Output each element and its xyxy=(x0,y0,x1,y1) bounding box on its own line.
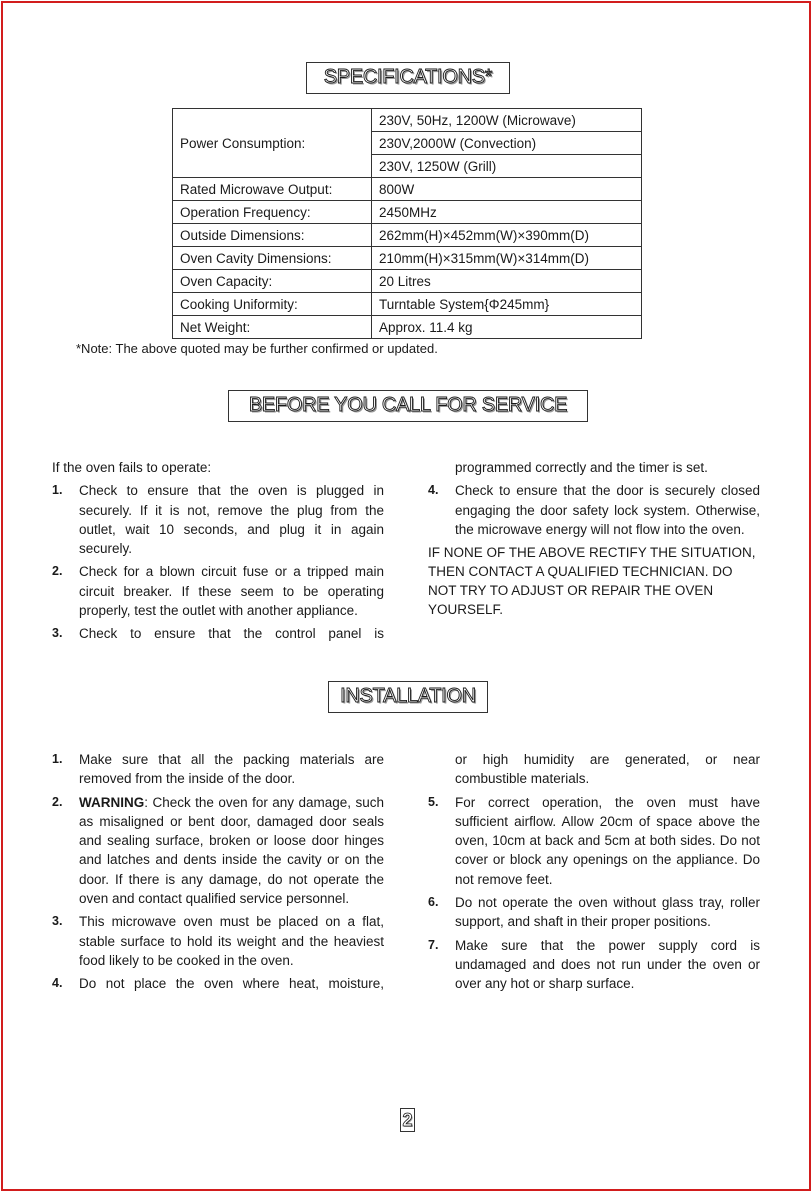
item-text: Check to ensure that the door is securely closed engaging the door safety lock system. Otherwise, the microwave energy will not flow into the oven. xyxy=(455,483,760,537)
list-item xyxy=(428,793,760,889)
table-row xyxy=(173,293,642,316)
table-row xyxy=(173,178,642,201)
list-item xyxy=(52,624,384,643)
power-value-convection: 230V,2000W (Convection) xyxy=(372,132,642,155)
item-number: 5. xyxy=(428,794,439,809)
list-item xyxy=(52,750,384,789)
item-text: Check for a blown circuit fuse or a tripped main circuit breaker. If these seem to be operating properly, test the outlet with another appliance. xyxy=(79,564,384,619)
table-row xyxy=(173,247,642,270)
item-text: Make sure that all the packing materials are removed from the inside of the door. xyxy=(79,752,384,787)
power-consumption-label: Power Consumption: xyxy=(173,109,372,178)
service-warning: IF NONE OF THE ABOVE RECTIFY THE SITUATION, THEN CONTACT A QUALIFIED TECHNICIAN. DO NOT TRY TO ADJUST OR REPAIR THE OVEN YOURSELF. xyxy=(428,545,756,618)
list-item xyxy=(428,481,760,539)
item-number: 6. xyxy=(428,895,439,910)
item-text: Do not operate the oven without glass tray, roller support, and shaft in their proper positions. xyxy=(455,895,760,930)
item-number: 1. xyxy=(52,483,63,498)
installation-right-column xyxy=(428,750,760,998)
spec-label: Oven Capacity: xyxy=(173,270,372,293)
spec-value: 262mm(H)×452mm(W)×390mm(D) xyxy=(372,224,642,247)
item-number: 2. xyxy=(52,564,63,579)
spec-value: 210mm(H)×315mm(W)×314mm(D) xyxy=(372,247,642,270)
spec-value: Turntable System{Φ245mm} xyxy=(372,293,642,316)
spec-label: Oven Cavity Dimensions: xyxy=(173,247,372,270)
specifications-heading: SPECIFICATIONS* xyxy=(306,62,510,94)
spec-label: Cooking Uniformity: xyxy=(173,293,372,316)
service-heading: BEFORE YOU CALL FOR SERVICE xyxy=(228,390,588,422)
item-text: This microwave oven must be placed on a flat, stable surface to hold its weight and the heaviest food likely to be cooked in the oven. xyxy=(79,914,384,968)
spec-label: Net Weight: xyxy=(173,316,372,339)
list-item xyxy=(52,912,384,970)
service-intro: If the oven fails to operate: xyxy=(52,460,212,475)
table-row xyxy=(173,109,642,132)
item-text: Check to ensure that the oven is plugged in securely. If it is not, remove the plug from the outlet, wait 10 seconds, and plug it in again securely. xyxy=(79,483,384,557)
specifications-note: *Note: The above quoted may be further confirmed or updated. xyxy=(76,341,438,356)
table-row xyxy=(173,201,642,224)
item-text: Do not place the oven where heat, moisture, xyxy=(79,976,384,992)
item-number: 4. xyxy=(428,483,439,498)
list-item xyxy=(428,893,760,932)
item-number: 3. xyxy=(52,914,63,929)
list-item xyxy=(52,793,384,909)
power-value-grill: 230V, 1250W (Grill) xyxy=(372,155,642,178)
installation-heading: INSTALLATION xyxy=(328,681,488,713)
list-item xyxy=(52,974,384,993)
list-item xyxy=(52,481,384,558)
list-item xyxy=(52,562,384,620)
item-number: 1. xyxy=(52,752,63,766)
item-text: : Check the oven for any damage, such as misaligned or bent door, damaged door seals and sealing surface, broken or loose door hinges and latches and dents inside the cavity or on the door. If there is any damage, do not operate the oven and contact qualified service personnel. xyxy=(79,794,384,907)
item-number: 2. xyxy=(52,794,63,809)
installation-left-column xyxy=(52,750,384,998)
page-number: 2 xyxy=(400,1108,415,1132)
service-left-column xyxy=(52,458,384,648)
table-row xyxy=(173,224,642,247)
spec-label: Rated Microwave Output: xyxy=(173,178,372,201)
warning-label: WARNING xyxy=(79,794,145,810)
item-number: 7. xyxy=(428,937,439,952)
item-continuation: programmed correctly and the timer is set. xyxy=(455,460,708,475)
table-row xyxy=(173,316,642,339)
item-text: Make sure that the power supply cord is undamaged and does not run under the oven or over any hot or sharp surface. xyxy=(455,937,760,992)
specifications-table xyxy=(172,108,642,339)
item-number: 3. xyxy=(52,626,63,641)
spec-label: Operation Frequency: xyxy=(173,201,372,224)
item-text: Check to ensure that the control panel is xyxy=(79,626,384,642)
spec-value: 800W xyxy=(372,178,642,201)
service-right-column xyxy=(428,458,760,623)
list-item xyxy=(428,936,760,994)
spec-label: Outside Dimensions: xyxy=(173,224,372,247)
item-text: For correct operation, the oven must have sufficient airflow. Allow 20cm of space above the oven, 10cm at back and 5cm at both sides. Do not cover or block any openings on the appliance. Do not remove feet. xyxy=(455,794,760,887)
item-continuation: or high humidity are generated, or near combustible materials. xyxy=(455,752,760,787)
spec-value: Approx. 11.4 kg xyxy=(372,316,642,339)
power-value-microwave: 230V, 50Hz, 1200W (Microwave) xyxy=(372,109,642,132)
spec-value: 2450MHz xyxy=(372,201,642,224)
item-number: 4. xyxy=(52,976,63,991)
spec-value: 20 Litres xyxy=(372,270,642,293)
table-row xyxy=(173,270,642,293)
